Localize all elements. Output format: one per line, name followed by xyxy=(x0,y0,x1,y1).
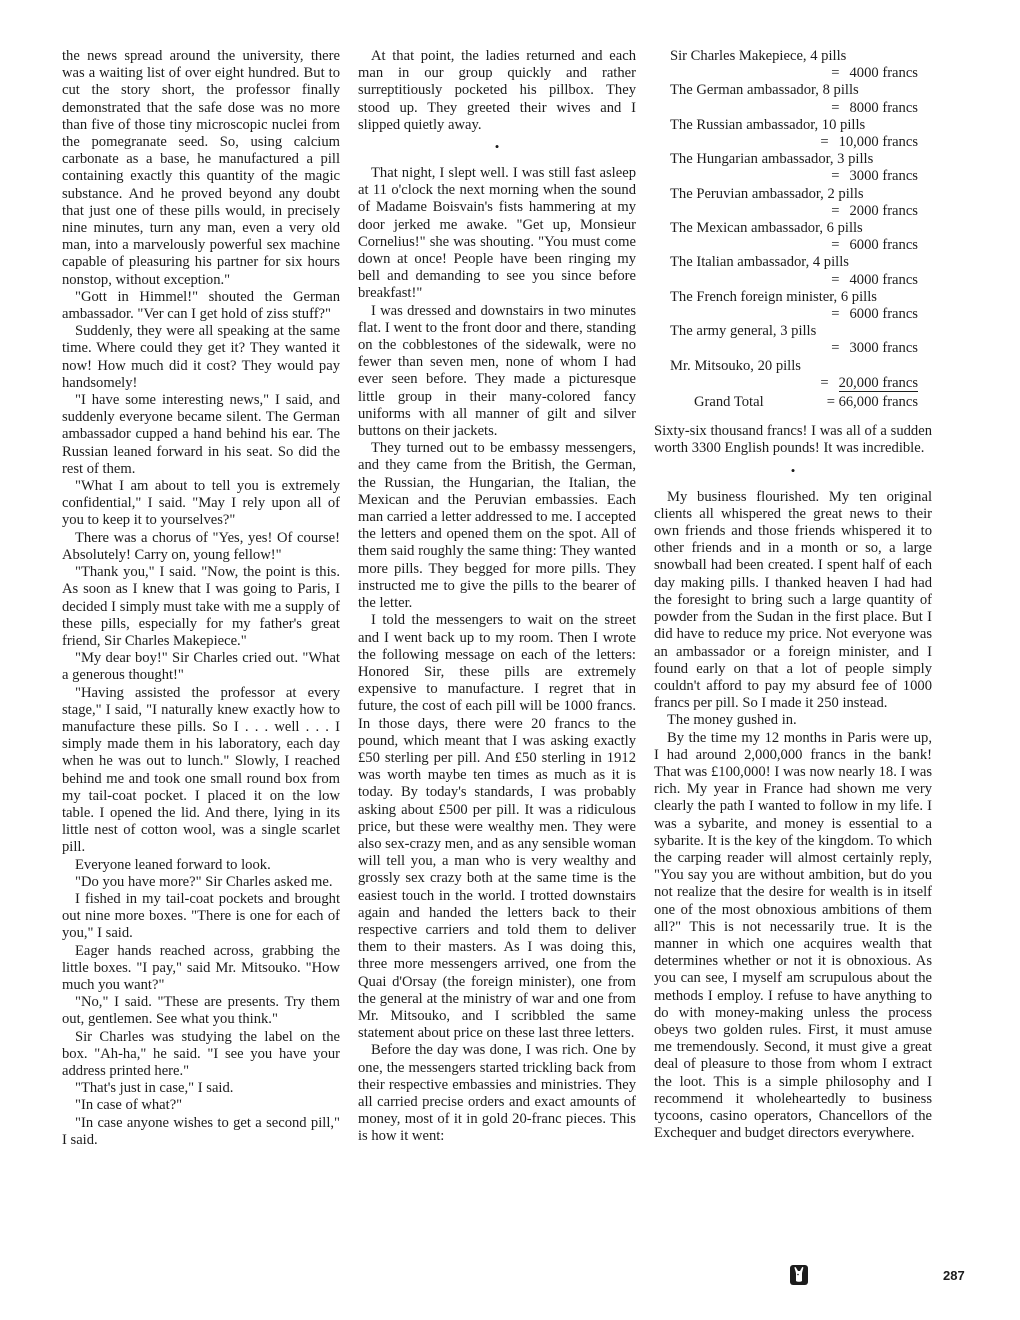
tally-entry-amount xyxy=(654,237,932,254)
paragraph: "My dear boy!" Sir Charles cried out. "What a generous thought!" xyxy=(62,650,340,684)
paragraph: Suddenly, they were all speaking at the same time. Where could they get it? They wanted it now! How much did it cost? They would pay handsomely! xyxy=(62,323,340,391)
tally-entry-amount xyxy=(654,272,932,289)
tally-entry-amount xyxy=(654,65,932,82)
section-break: • xyxy=(790,462,796,478)
equals-sign: = xyxy=(831,237,840,254)
tally-entry-name: The German ambassador, 8 pills xyxy=(670,82,859,99)
grand-total-row xyxy=(654,392,932,411)
tally-entry-name: Mr. Mitsouko, 20 pills xyxy=(670,357,801,374)
column-3-part-b xyxy=(654,489,932,1143)
equals-sign: = xyxy=(831,271,840,288)
column-2-part-a xyxy=(358,48,636,134)
paragraph: "Gott in Himmel!" shouted the German ambassador. "Ver can I get hold of ziss stuff?" xyxy=(62,288,340,323)
column-2-part-b xyxy=(358,165,636,1146)
paragraph: There was a chorus of "Yes, yes! Of course! Absolutely! Carry on, young fellow!" xyxy=(62,529,340,563)
tally-entry-name: The Russian ambassador, 10 pills xyxy=(670,116,866,133)
paragraph: "That's just in case," I said. xyxy=(75,1080,234,1097)
amount-value: 4000 francs xyxy=(849,65,918,82)
paragraph: Before the day was done, I was rich. One by one, the messengers started trickling back from their respective embassies and ministries. They all carried precise orders and exact amounts of money, most of it in gold 20-franc pieces. This is how it went: xyxy=(358,1042,636,1145)
tally-entry-amount xyxy=(654,375,932,392)
equals-sign: = xyxy=(831,65,840,82)
amount-value: 3000 francs xyxy=(849,340,918,357)
tally-entry-amount xyxy=(654,168,932,185)
paragraph: At that point, the ladies returned and each man in our group quickly and rather surreptitiously pocketed his pillbox. They stood up. They greeted their wives and I slipped quietly away. xyxy=(358,48,636,133)
column-1 xyxy=(62,48,340,1149)
paragraph: They turned out to be embassy messengers, and they came from the British, the German, the Russian, the Hungarian, the Italian, the Mexican and the Peruvian embassies. Each man carried a letter addressed to me. I accepted the letters and opened them on the spot. All of them said roughly the same thing: They wanted more pills. They begged for more pills. They instructed me to give the pills to the bearer of the letter. xyxy=(358,440,636,612)
paragraph: Sixty-six thousand francs! I was all of a sudden worth 3300 English pounds! It was incredible. xyxy=(654,423,932,457)
column-2 xyxy=(358,48,636,1146)
equals-sign: = xyxy=(820,134,829,151)
amount-value: 3000 francs xyxy=(849,168,918,185)
amount-value: 2000 francs xyxy=(849,202,918,219)
tally-entry-name: The Hungarian ambassador, 3 pills xyxy=(670,151,874,168)
equals-sign: = xyxy=(831,306,840,323)
paragraph: Everyone leaned forward to look. xyxy=(75,856,271,873)
tally-entry-amount xyxy=(654,340,932,357)
amount-value: 20,000 francs xyxy=(838,374,918,391)
column-3-part-a xyxy=(654,423,932,457)
tally-entry-amount xyxy=(654,100,932,117)
paragraph: Sir Charles was studying the label on the box. "Ah-ha," he said. "I see you have your address printed here." xyxy=(62,1028,340,1079)
page-number: 287 xyxy=(943,1268,965,1283)
paragraph: "What I am about to tell you is extremely confidential," I said. "May I rely upon all of you to keep it to yourselves?" xyxy=(62,478,340,529)
paragraph: the news spread around the university, there was a waiting list of over eight hundred. But to cut the story short, the professor finally demonstrated that the safe dose was no more than five of those tiny microscopic nuclei from the pomegranate seed. So, using calcium carbonate as a base, he manufactured a pill containing exactly this quantity of the magic substance. And he proved beyond any doubt that just one of these pills would, in precisely nine minutes, turn any man, even a very old man, into a marvelously powerful sex machine capable of pleasuring his partner for six hours nonstop, without exception." xyxy=(62,48,340,288)
grand-total-value: = 66,000 francs xyxy=(826,394,918,411)
tally-entry-name: The army general, 3 pills xyxy=(670,323,817,340)
amount-value: 6000 francs xyxy=(849,237,918,254)
grand-total-label: Grand Total xyxy=(694,394,764,411)
equals-sign: = xyxy=(831,202,840,219)
tally-entry-amount xyxy=(654,306,932,323)
tally-entry-name: The Peruvian ambassador, 2 pills xyxy=(670,185,864,202)
paragraph: I told the messengers to wait on the street and I went back up to my room. Then I wrote the following message on each of the letters: Honored Sir, these pills are extremely expensive to manufacture. I regret that in future, the cost of each pill will be 1000 francs. In those days, there were 20 francs to the pound, which meant that I was asking exactly £50 sterling per pill. And £50 sterling in 1912 was worth maybe ten times as much as it is today. By today's standards, I was probably asking about £500 per pill. It was a ridiculous price, but these were wealthy men. They were also sex-crazy men, and as any sensible woman will tell you, a man who is very wealthy and grossly sex crazy both at the same time is the easiest touch in the world. I trotted downstairs again and handed the letters back to their respective carriers and told them to deliver them to their masters. As I was doing this, three more messengers arrived, one from the Quai d'Orsay (the foreign minister), one from the general at the ministry of war and one from Mr. Mitsouko, and I scribbled the same statement about price on these last three letters. xyxy=(358,612,637,1042)
paragraph: "Having assisted the professor at every stage," I said, "I naturally knew exactly how to manufacture these pills. So I . . . well . . . I simply made them in his laboratory, each day when he was out to lunch." Slowly, I reached behind me and took one small round box from my tail-coat pocket. I placed it on the low table. I opened the lid. And there, lying in its little nest of cotton wool, was a single scarlet pill. xyxy=(62,684,340,856)
paragraph: "In case of what?" xyxy=(75,1097,183,1114)
paragraph: The money gushed in. xyxy=(667,712,797,729)
paragraph: My business flourished. My ten original clients all whispered the great news to their own friends and those friends whispered it to other friends and in a month or so, a large snowball had been created. I spent half of each day making pills. I thanked heaven I had had the foresight to bring such a large quantity of powder from the Sudan in the first place. But I did have to reduce my price. Not everyone was an ambassador or a foreign minister, and I found early on that a lot of people simply couldn't afford to pay my absurd fee of 1000 francs per pill. So I made it 250 instead. xyxy=(654,488,932,712)
tally-entry-amount xyxy=(654,134,932,151)
amount-value: 4000 francs xyxy=(849,271,918,288)
paragraph: "I have some interesting news," I said, and suddenly everyone became silent. The German ambassador cupped a hand behind his ear. The Russian leaned forward in his seat. So did the rest of them. xyxy=(62,392,340,477)
amount-value: 6000 francs xyxy=(849,306,918,323)
paragraph: "Do you have more?" Sir Charles asked me. xyxy=(75,873,333,890)
equals-sign: = xyxy=(831,99,840,116)
paragraph: I fished in my tail-coat pockets and brought out nine more boxes. "There is one for each of you," I said. xyxy=(62,890,340,942)
column-3 xyxy=(654,48,932,1142)
paragraph: Eager hands reached across, grabbing the little boxes. "I pay," said Mr. Mitsouko. "How much you want?" xyxy=(62,942,340,993)
equals-sign: = xyxy=(831,168,840,185)
tally-entry-name: The French foreign minister, 6 pills xyxy=(670,288,877,305)
tally-entry-name: The Mexican ambassador, 6 pills xyxy=(670,220,863,237)
paragraph: That night, I slept well. I was still fast asleep at 11 o'clock the next morning when the sound of Madame Boisvain's fists hammering at my door jerked me awake. "Get up, Monsieur Cornelius!" she was shouting. "You must come down at once! People have been ringing my bell and demanding to see you since before breakfast!" xyxy=(358,165,636,302)
paragraph: By the time my 12 months in Paris were up, I had around 2,000,000 francs in the bank! That was £100,000! I was now nearly 18. I was rich. My year in France had shown me very clearly the path I wanted to follow in my life. I was a sybarite, and money is essential to a sybarite. It is the key of the kingdom. To which the carping reader will almost certainly reply, "You say you are without ambition, but do you not realize that the desire for wealth is in itself one of the most obnoxious ambitions of them all?" This is not necessarily true. It is the manner in which one acquires wealth that determines whether or not it is obnoxious. As you can see, I myself am scrupulous about the methods I employ. I refuse to have anything to do with money-making unless the process obeys two golden rules. First, it must amuse me tremendously. Second, it must give a great deal of pleasure to those from whom I extract the loot. This is a simple philosophy and I recommend it wholeheartedly to business tycoons, casino operators, Chancellors of the Exchequer and budget directors everywhere. xyxy=(654,729,932,1142)
amount-value: 8000 francs xyxy=(849,99,918,116)
paragraph: "Thank you," I said. "Now, the point is this. As soon as I knew that I was going to Paris, I decided I simply must take with me a supply of these pills, especially for my father's great friend, Sir Charles Makepiece." xyxy=(62,564,340,649)
amount-value: 10,000 francs xyxy=(838,134,918,151)
payment-tally xyxy=(654,48,932,392)
equals-sign: = xyxy=(831,340,840,357)
tally-entry-amount xyxy=(654,203,932,220)
tally-entry-name: Sir Charles Makepiece, 4 pills xyxy=(670,48,847,64)
paragraph: "In case anyone wishes to get a second pill," I said. xyxy=(62,1114,340,1148)
equals-sign: = xyxy=(820,374,829,391)
paragraph: I was dressed and downstairs in two minutes flat. I went to the front door and there, standing on the cobblestones of the sidewalk, were no fewer than seven men, none of whom I had ever seen before. They made a picturesque little group in their many-colored fancy uniforms with all manner of gilt and silver buttons on their jackets. xyxy=(358,302,636,440)
paragraph: "No," I said. "These are presents. Try them out, gentlemen. See what you think." xyxy=(62,994,340,1028)
tally-entry-name: The Italian ambassador, 4 pills xyxy=(670,254,849,271)
section-break: • xyxy=(494,139,500,155)
bunny-logo-icon xyxy=(790,1265,808,1285)
